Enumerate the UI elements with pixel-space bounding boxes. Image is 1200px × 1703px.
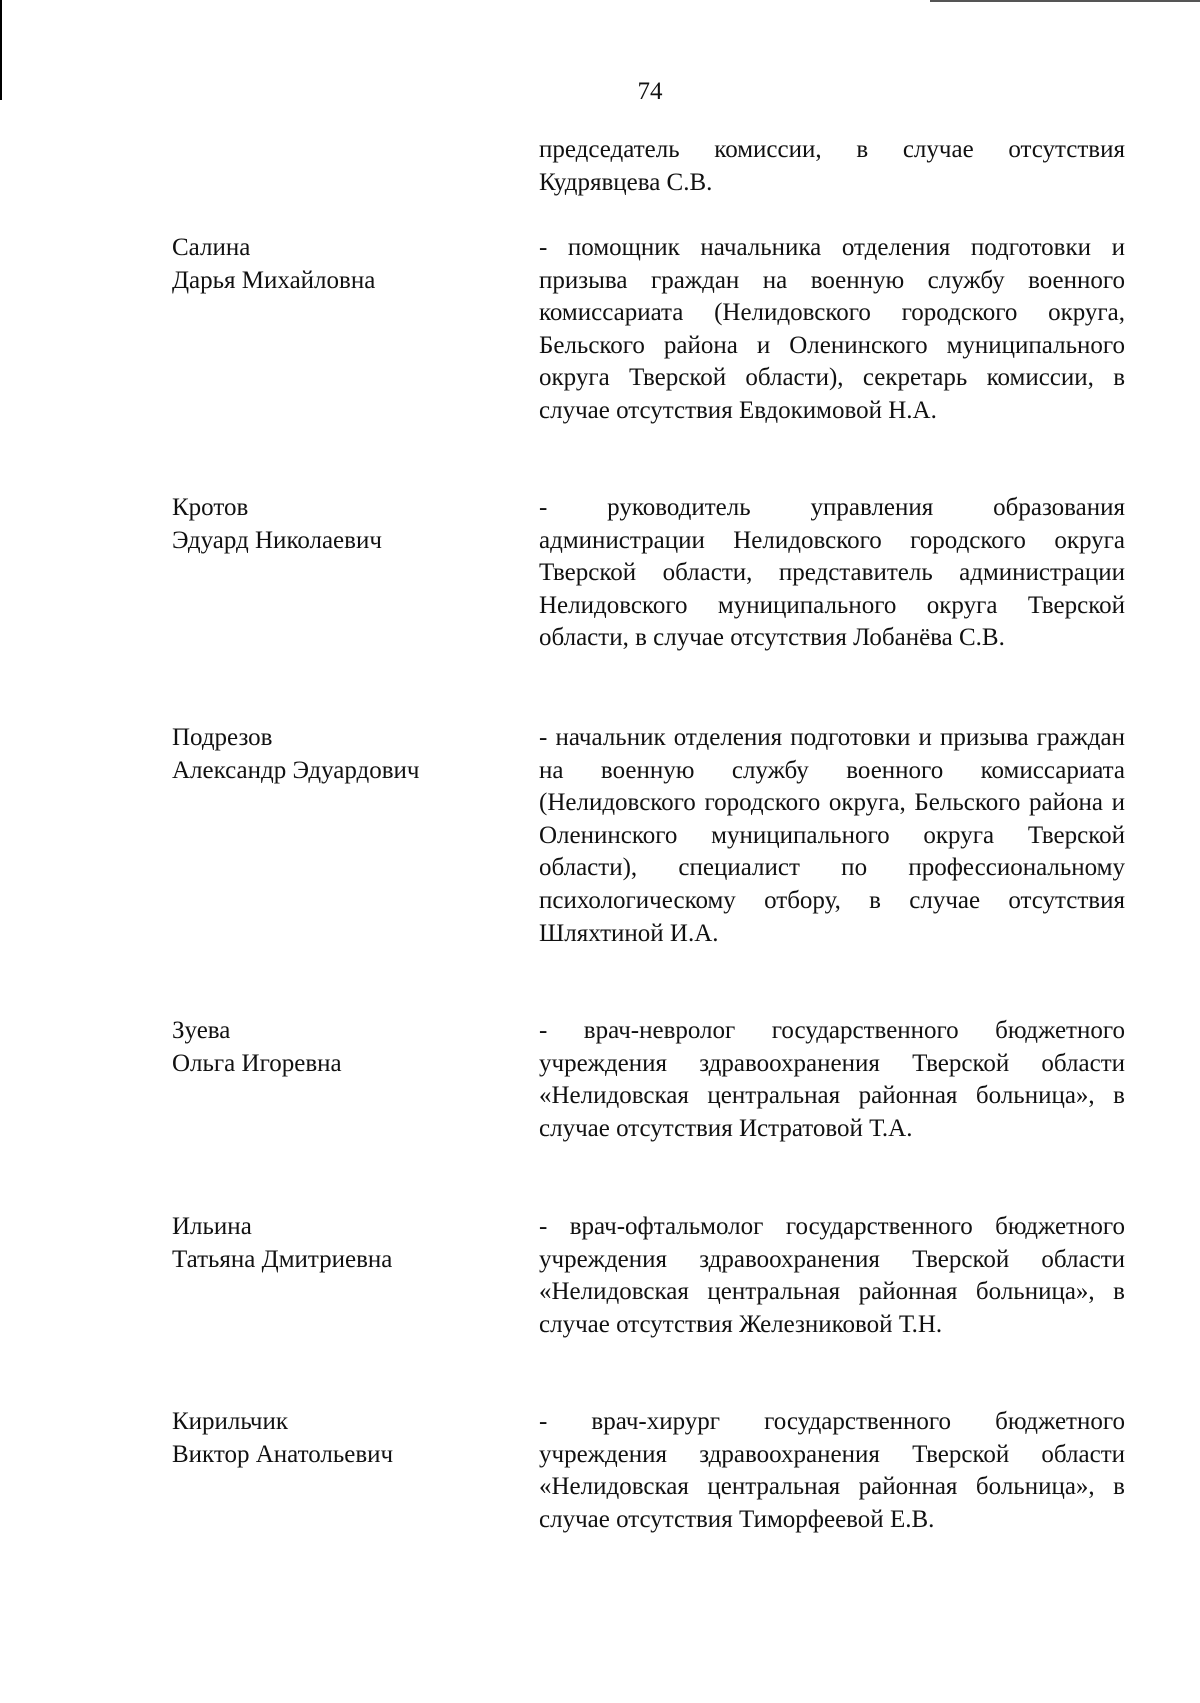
member-name [172,492,382,557]
member-surname: Подрезов [172,724,273,751]
member-given-names: Эдуард Николаевич [172,526,382,554]
member-role: - врач-хирург государственного бюджетного учреждения здравоохранения Тверской области «Нелидовская центральная районная больница», в случае отсутствия Тиморфеевой Е.В. [539,1408,1125,1533]
member-surname: Ильина [172,1213,252,1240]
member-surname: Зуева [172,1017,231,1044]
member-role: - помощник начальника отделения подготовки и призыва граждан на военную службу военного комиссариата (Нелидовского городского округа, Бельского района и Оленинского муниципального округа Тверской области), секретарь комиссии, в случае отсутствия Евдокимовой Н.А. [539,234,1125,424]
member-name [172,232,375,297]
member-name [172,722,420,787]
member-name [172,1211,392,1276]
member-name [172,1015,342,1080]
member-given-names: Ольга Игоревна [172,1049,342,1077]
scan-edge-top [930,0,1200,2]
continuation-text: председатель комиссии, в случае отсутствия Кудрявцева С.В. [539,136,1125,196]
member-given-names: Александр Эдуардович [172,756,420,784]
member-role: - руководитель управления образования администрации Нелидовского городского округа Тверской области, представитель администрации Нелидовского муниципального округа Тверской области, в случае отсутствия Лобанёва С.В. [539,494,1125,652]
page-number: 74 [637,78,663,105]
member-name [172,1406,393,1471]
member-surname: Салина [172,234,251,261]
member-surname: Кирильчик [172,1408,289,1435]
member-role: - врач-невролог государственного бюджетного учреждения здравоохранения Тверской области «Нелидовская центральная районная больница», в случае отсутствия Истратовой Т.А. [539,1017,1125,1142]
member-given-names: Дарья Михайловна [172,266,376,294]
member-role: - начальник отделения подготовки и призыва граждан на военную службу военного комиссариата (Нелидовского городского округа, Бельского района и Оленинского муниципального округа Тверской области), специалист по профессиональному психологическому отбору, в случае отсутствия Шляхтиной И.А. [539,724,1125,947]
member-role: - врач-офтальмолог государственного бюджетного учреждения здравоохранения Тверской области «Нелидовская центральная районная больница», в случае отсутствия Железниковой Т.Н. [539,1213,1125,1338]
member-surname: Кротов [172,494,249,521]
member-given-names: Татьяна Дмитриевна [172,1245,393,1273]
member-given-names: Виктор Анатольевич [172,1440,394,1468]
